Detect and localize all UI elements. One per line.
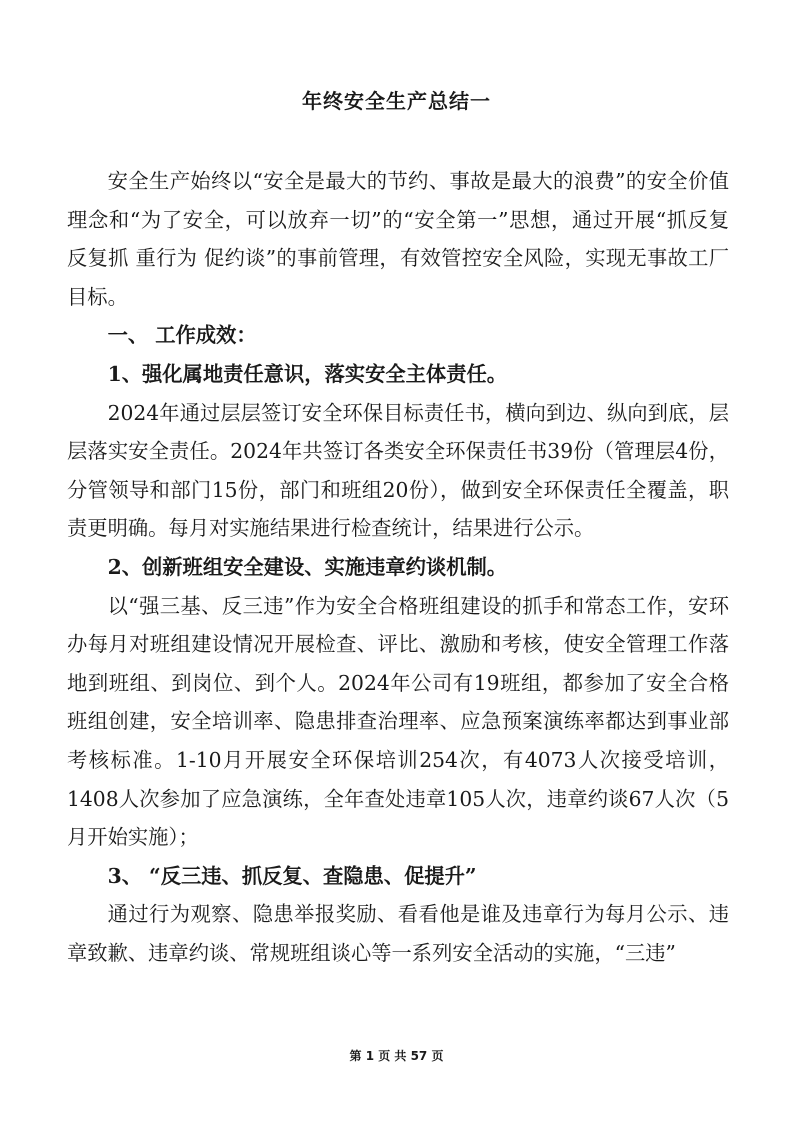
subsection-heading: 1、强化属地责任意识，落实安全主体责任。 [107, 361, 508, 386]
page-number-footer: 第 1 页 共 57 页 [349, 1049, 444, 1063]
body-paragraph: 2024年通过层层签订安全环保目标责任书，横向到边、纵向到底，层层落实安全责任。2024年共签订各类安全环保责任书39份（管理层4份，分管领导和部门15份，部门和班组20份），做到安全环保责任全覆盖，职责更明确。每月对实施结果进行检查统计，结果进行公示。 [67, 400, 729, 541]
intro-paragraph: 安全生产始终以“安全是最大的节约、事故是最大的浪费”的安全价值理念和“为了安全，可以放弃一切”的“安全第一”思想，通过开展“抓反复 反复抓 重行为 促约谈”的事前管理，有效管控安全风险，实现无事故工厂目标。 [67, 169, 729, 309]
subsection-heading: 3、 “反三违、抓反复、查隐患、促提升” [107, 863, 477, 888]
document-title: 年终安全生产总结一 [302, 89, 491, 113]
document-body [67, 162, 729, 972]
section-heading: 一、 工作成效： [107, 323, 257, 348]
body-paragraph: 通过行为观察、隐患举报奖励、看看他是谁及违章行为每月公示、违章致歉、违章约谈、常规班组谈心等一系列安全活动的实施，“三违” [67, 902, 729, 965]
body-paragraph: 以“强三基、反三违”作为安全合格班组建设的抓手和常态工作，安环办每月对班组建设情况开展检查、评比、激励和考核，使安全管理工作落地到班组、到岗位、到个人。2024年公司有19班组，都参加了安全合格班组创建，安全培训率、隐患排查治理率、应急预案演练率都达到事业部考核标准。1-10月开展安全环保培训254次，有4073人次接受培训，1408人次参加了应急演练，全年查处违章105人次，违章约谈67人次（5月开始实施）； [67, 593, 729, 850]
subsection-heading: 2、创新班组安全建设、实施违章约谈机制。 [107, 554, 508, 579]
